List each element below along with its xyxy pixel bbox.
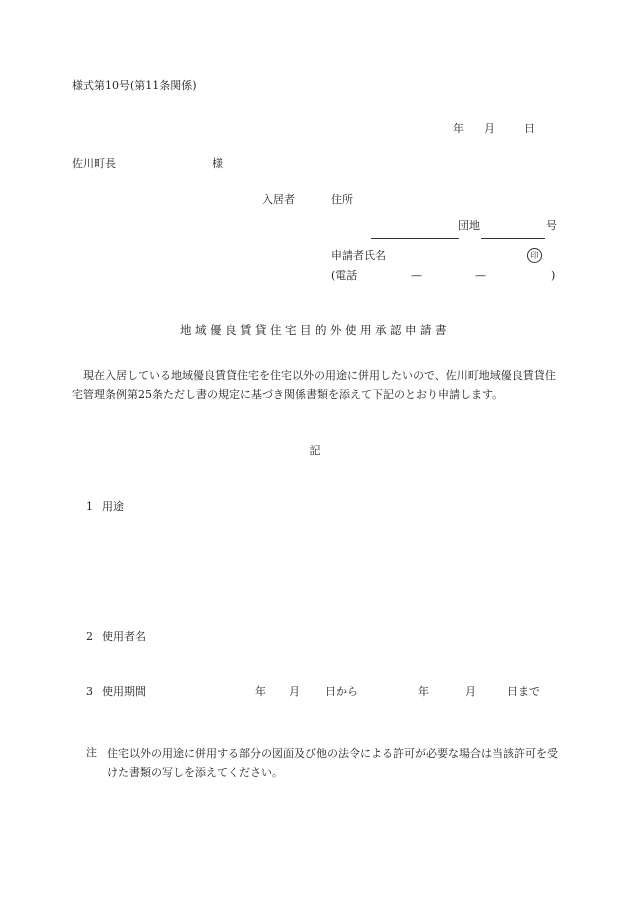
ki-heading: 記 <box>309 444 321 457</box>
period-to-year: 年 <box>418 685 429 698</box>
phone-dash-1: — <box>411 269 422 282</box>
period-to-month: 月 <box>465 685 476 698</box>
period-from-day: 日から <box>325 685 358 698</box>
item1-number: 1 <box>86 500 93 513</box>
addressee-honorific: 様 <box>212 157 223 170</box>
phone-close: ) <box>551 269 556 282</box>
period-to-day: 日まで <box>507 685 540 698</box>
date-month: 月 <box>484 122 495 135</box>
item2-number: 2 <box>86 630 93 643</box>
item2-label: 使用者名 <box>102 630 146 643</box>
body-paragraph: 現在入居している地域優良賃貸住宅を住宅以外の用途に併用したいので、佐川町地域優良賃貸住宅管理条例第25条ただし書の規定に基づき関係書類を添えて下記のとおり申請します。 <box>72 369 556 401</box>
seal-mark: 印 <box>527 248 542 263</box>
applicant-role: 入居者 <box>262 193 295 206</box>
applicant-name-label: 申請者氏名 <box>331 249 386 262</box>
date-day: 日 <box>524 122 535 135</box>
number-label: 号 <box>546 219 557 232</box>
addressee-name: 佐川町長 <box>72 157 116 170</box>
note-label: 注 <box>86 746 97 759</box>
period-from-month: 月 <box>289 685 300 698</box>
number-underline <box>481 238 545 239</box>
item1-label: 用途 <box>102 500 124 513</box>
danchi-label: 団地 <box>458 219 480 232</box>
date-year: 年 <box>453 122 464 135</box>
period-from-year: 年 <box>255 685 266 698</box>
phone-open: (電話 <box>331 269 358 282</box>
phone-dash-2: — <box>475 269 486 282</box>
item3-label: 使用期間 <box>102 685 146 698</box>
form-number: 様式第10号(第11条関係) <box>72 79 197 92</box>
item3-number: 3 <box>86 685 93 698</box>
danchi-underline <box>371 238 459 239</box>
address-label: 住所 <box>331 193 353 206</box>
note-text: 住宅以外の用途に併用する部分の図面及び他の法令による許可が必要な場合は当該許可を受けた書類の写しを添えてください。 <box>107 747 558 779</box>
document-title: 地域優良賃貸住宅目的外使用承認申請書 <box>180 323 450 337</box>
